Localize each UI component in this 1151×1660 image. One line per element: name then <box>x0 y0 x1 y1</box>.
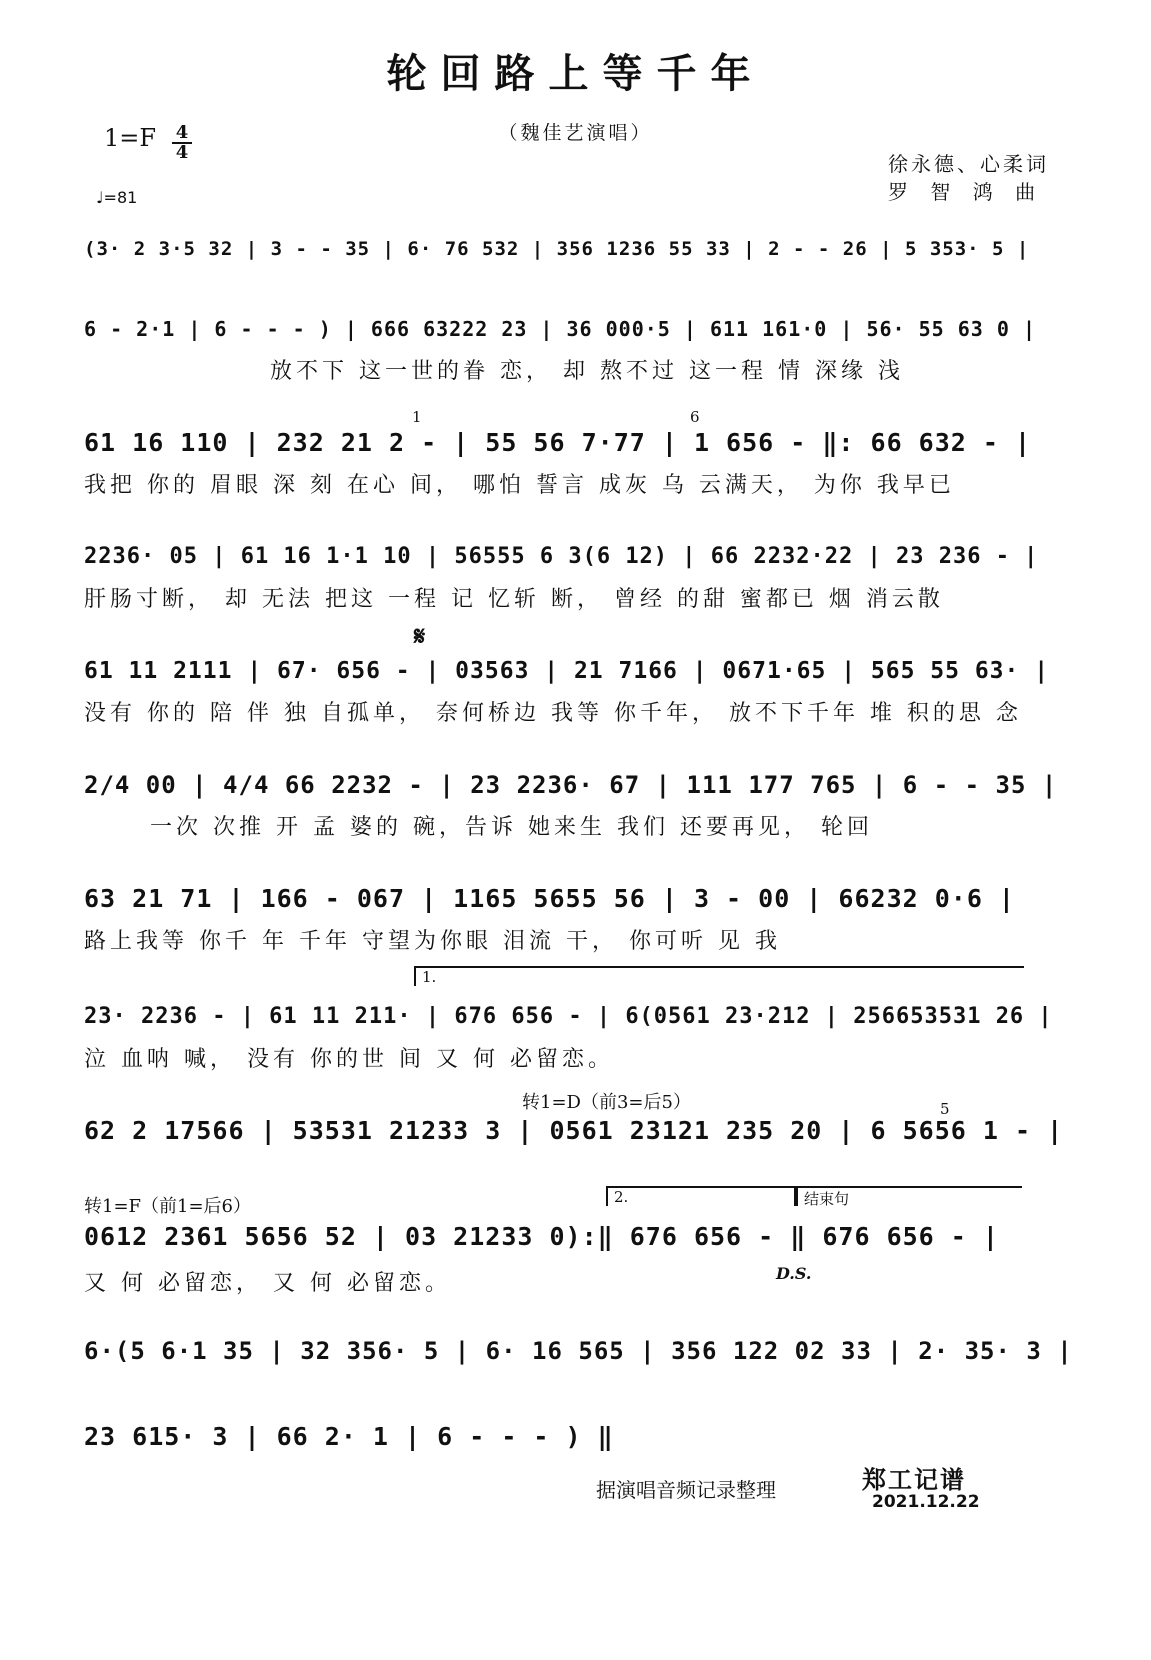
tempo-marking: ♩=81 <box>96 188 138 207</box>
modulation-to-f: 转1=F（前1=后6） <box>84 1196 252 1217</box>
notes-row-12: 23 615· 3 | 66 2· 1 | 6 - - - ) ‖ <box>84 1422 614 1451</box>
volta-1-bracket <box>414 966 1024 986</box>
score-row-12 <box>84 1420 1074 1454</box>
score-row-5 <box>84 654 1074 688</box>
lyrics-row-6: 一次 次推 开 孟 婆的 碗，告诉 她来生 我们 还要再见， 轮回 <box>150 815 873 840</box>
time-signature <box>172 124 192 162</box>
notes-row-3: 61 16 110 | 232 21 2 - | 55 56 7·77 | 1 656 - ‖: 66 632 - | <box>84 428 1032 457</box>
lyrics-row-8: 泣 血呐 喊， 没有 你的世 间 又 何 必留恋。 <box>84 1047 614 1072</box>
volta-2-label: 2. <box>614 1188 629 1206</box>
notes-row-7: 63 21 71 | 166 - 067 | 1165 5655 56 | 3 - 00 | 66232 0·6 | <box>84 884 1015 913</box>
score-row-3 <box>84 426 1074 460</box>
transcription-date: 2021.12.22 <box>872 1492 980 1512</box>
notes-row-2: 6 - 2·1 | 6 - - - ) | 666 63222 23 | 36 000·5 | 611 161·0 | 56· 55 63 0 | <box>84 317 1036 341</box>
key-signature: 1=F <box>104 124 157 152</box>
ending-label: 结束句 <box>804 1190 850 1208</box>
lyricist-credit: 徐永德、心柔词 <box>888 152 1049 176</box>
page-title: 轮回路上等千年 <box>386 50 765 97</box>
volta-2-bracket <box>606 1186 796 1206</box>
lyrics-row-3: 我把 你的 眉眼 深 刻 在心 间， 哪怕 誓言 成灰 乌 云满天， 为你 我早已 <box>84 473 955 498</box>
score-row-11 <box>84 1334 1074 1368</box>
score-row-6 <box>84 768 1074 802</box>
score-row-1 <box>84 232 1074 266</box>
transcription-note: 据演唱音频记录整理 <box>596 1478 776 1502</box>
segno-sign: 𝄋 <box>414 622 426 652</box>
ending-bracket <box>796 1186 1022 1206</box>
notes-row-10: 0612 2361 5656 52 | 03 21233 0):‖ 676 656 - ‖ 676 656 - | <box>84 1222 999 1251</box>
score-row-8 <box>84 1000 1074 1034</box>
performer-subtitle: （魏佳艺演唱） <box>498 122 653 144</box>
score-row-9 <box>84 1114 1074 1148</box>
composer-credit: 罗 智 鸿 曲 <box>888 180 1044 204</box>
notes-row-4: 2236· 05 | 61 16 1·1 10 | 56555 6 3(6 12) | 66 2232·22 | 23 236 - | <box>84 544 1039 569</box>
grace-note-1: 1 <box>412 408 422 426</box>
lyrics-row-7: 路上我等 你千 年 千年 守望为你眼 泪流 干， 你可听 见 我 <box>84 929 781 954</box>
grace-note-3: 5 <box>940 1100 950 1118</box>
score-row-2 <box>84 312 1074 346</box>
time-numerator: 4 <box>175 122 189 143</box>
score-row-10 <box>84 1220 1074 1254</box>
notes-row-11: 6·(5 6·1 35 | 32 356· 5 | 6· 16 565 | 356 122 02 33 | 2· 35· 3 | <box>84 1337 1073 1365</box>
grace-note-2: 6 <box>690 408 700 426</box>
score-row-7 <box>84 882 1074 916</box>
notes-row-6: 2/4 00 | 4/4 66 2232 - | 23 2236· 67 | 111 177 765 | 6 - - 35 | <box>84 771 1058 799</box>
ds-marking: D.S. <box>776 1264 812 1283</box>
notes-row-9: 62 2 17566 | 53531 21233 3 | 0561 23121 235 20 | 6 5656 1 - | <box>84 1116 1064 1145</box>
lyrics-row-10: 又 何 必留恋， 又 何 必留恋。 <box>84 1271 451 1296</box>
score-row-4 <box>84 540 1074 574</box>
volta-1-label: 1. <box>422 968 437 986</box>
transcriber-stamp: 郑工记谱 <box>862 1465 966 1494</box>
notes-row-1: (3· 2 3·5 32 | 3 - - 35 | 6· 76 532 | 356 1236 55 33 | 2 - - 26 | 5 353· 5 | <box>84 238 1030 260</box>
lyrics-row-5: 没有 你的 陪 伴 独 自孤单， 奈何桥边 我等 你千年， 放不下千年 堆 积的思 念 <box>84 701 1022 726</box>
time-denominator: 4 <box>172 142 192 162</box>
modulation-to-d: 转1=D（前3=后5） <box>522 1092 691 1113</box>
notes-row-8: 23· 2236 - | 61 11 211· | 676 656 - | 6(0561 23·212 | 256653531 26 | <box>84 1004 1053 1029</box>
lyrics-row-4: 肝肠寸断， 却 无法 把这 一程 记 忆斩 断， 曾经 的甜 蜜都已 烟 消云散 <box>84 587 944 612</box>
notes-row-5: 61 11 2111 | 67· 656 - | 03563 | 21 7166 | 0671·65 | 565 55 63· | <box>84 658 1050 684</box>
lyrics-row-2: 放不下 这一世的眷 恋， 却 熬不过 这一程 情 深缘 浅 <box>270 359 904 384</box>
